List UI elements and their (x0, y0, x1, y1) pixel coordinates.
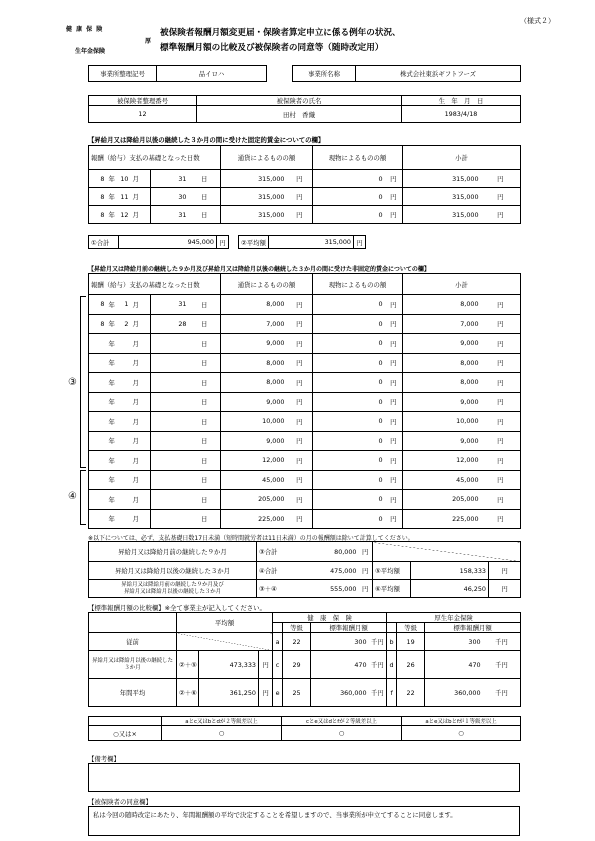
office-code-value: 品イロハ (157, 66, 267, 82)
fixed-total-table: ①合計 945,000 円 ②平均額 315,000 円 (88, 235, 366, 249)
judge-v3: ○ (402, 726, 521, 741)
table-row: 8 年 11 月 30 日 315,000 円 0 円 315,000 円 (89, 188, 521, 206)
std-header: 標準報酬月額 (311, 623, 387, 633)
nonfixed-wage-heading: 【昇給月又は降給月前の継続した９か月及び昇給月又は降給月以後の継続した３か月の間に受けた非固定的賃金についての欄】 (88, 266, 430, 273)
days-header: 報酬（給与）支払の基礎となった日数 (89, 146, 221, 170)
insured-no-label: 被保険者整理番号 (89, 96, 197, 106)
table-row: 年 月 日 10,000 円 0 円 10,000 円 (89, 412, 521, 432)
summary-r2-value: 475,000 (293, 562, 359, 580)
table-row: 年 月 日 45,000 円 0 円 45,000 円 (89, 470, 521, 490)
title-line-1: 被保険者報酬月額変更届・保険者算定申立に係る例年の状況、 (160, 28, 401, 38)
grade-header: 等級 (283, 623, 311, 633)
note-text: ※以下については、必ず、支払基礎日数17日未満（短時間就労者は11日未満）の月の報酬額は除いて計算してください。 (88, 535, 414, 542)
table-row: 年 月 日 12,000 円 0 円 12,000 円 (89, 451, 521, 471)
judge-v2: ○ (282, 726, 402, 741)
kosei-header: 厚生年金保険 (387, 613, 521, 623)
insured-no-value: 12 (89, 106, 197, 123)
office-table (88, 65, 521, 82)
judge-v1: ○ (162, 726, 282, 741)
insured-birth-value: 1983/4/18 (402, 106, 521, 123)
table-row: 年 月 日 9,000 円 0 円 9,000 円 (89, 392, 521, 412)
remarks-box (88, 763, 520, 792)
table-row: 年 月 日 8,000 円 0 円 8,000 円 (89, 353, 521, 373)
summary-r3-value: 555,000 (293, 580, 359, 598)
kind-header: 現物によるものの額 (313, 274, 403, 295)
avg-5-value: 158,333 (411, 562, 489, 580)
insurer-top-label: 健 康 保 険 (66, 26, 104, 33)
avg-6-value: 46,250 (411, 580, 489, 598)
table-row: 8 年 1 月 31 日 8,000 円 0 円 8,000 円 (89, 295, 521, 315)
table-row: 年 月 日 9,000 円 0 円 9,000 円 (89, 334, 521, 354)
subtotal-header: 小計 (403, 274, 521, 295)
title-line-2: 標準報酬月額の比較及び被保険者の同意等（随時改定用） (160, 43, 384, 53)
bracket-3-label: ③ (68, 377, 77, 388)
avg-header: 平均額 (177, 613, 273, 633)
compare-row-label: 従前 (89, 633, 177, 651)
summary-r1-value: 80,000 (293, 542, 359, 562)
compare-row-label: 年間平均 (89, 679, 177, 707)
summary-table: 昇給月又は降給月前の継続した９か月 ③合計 80,000 円 昇給月又は降給月以後の継続した３か月 ④合計 475,000 円 ⑤平均額 158,333 円 昇給月又は降給月前の継続した９か月及び 昇給月又は降給月以後の継続した３か月 ③＋④ 555,000 円 ⑥平均額 46,250 円 (88, 541, 521, 598)
table-row: 昇給月又は降給月以後の継続した３か月 ②＋⑤ 473,333 円 c 29 470 千円 d 26 470 千円 (89, 651, 521, 679)
summary-r3-label-b: 昇給月又は降給月以後の継続した３か月 (123, 588, 222, 595)
summary-r2-label: 昇給月又は降給月以後の継続した３か月 (89, 562, 257, 580)
form-number: （様式２） (520, 17, 555, 25)
std-header: 標準報酬月額 (425, 623, 521, 633)
consent-text: 私は今回の随時改定にあたり、年間報酬額の平均で決定することを希望しますので、当事業所が申立てすることに同意します。 (93, 811, 457, 819)
cash-header: 通貨によるものの額 (221, 146, 313, 170)
table-row: 8 年 10 月 31 日 315,000 円 0 円 315,000 円 (89, 170, 521, 188)
consent-box (88, 806, 520, 836)
judge-table (88, 716, 521, 741)
summary-r1-label: 昇給月又は降給月前の継続した９か月 (89, 542, 257, 562)
nonfixed-wage-table (88, 273, 521, 529)
days-header: 報酬（給与）支払の基礎となった日数 (89, 274, 221, 295)
office-name-label: 事業所名称 (293, 66, 356, 82)
fixed-wage-heading: 【昇給月又は降給月以後の継続した３か月の間に受けた固定的賃金についての欄】 (88, 136, 325, 144)
subtotal-header: 小計 (403, 146, 521, 170)
fixed-wage-table (88, 145, 521, 224)
insured-name-label: 被保険者の氏名 (197, 96, 402, 106)
kenpo-header: 健 康 保 険 (273, 613, 387, 623)
judge-h1: aとc又はbとdが２等級差以上 (162, 717, 282, 726)
judge-h2: cとe又はdとfが２等級差以上 (282, 717, 402, 726)
summary-r2-tag: ④合計 (257, 562, 293, 580)
insurer-mid-label: 厚 (145, 38, 152, 45)
table-row: 年 月 日 9,000 円 0 円 9,000 円 (89, 431, 521, 451)
summary-r1-tag: ③合計 (257, 542, 293, 562)
cash-header: 通貨によるものの額 (221, 274, 313, 295)
bracket-4-label: ④ (68, 491, 77, 502)
insured-name-value: 田村 香織 (197, 106, 402, 123)
insured-birth-label: 生 年 月 日 (402, 96, 521, 106)
kind-header: 現物によるものの額 (313, 146, 403, 170)
compare-table (88, 612, 521, 707)
summary-r3-tag: ③＋④ (257, 580, 293, 598)
table-row: 年間平均 ②＋⑥ 361,250 円 e 25 360,000 千円 f 22 360,000 千円 (89, 679, 521, 707)
table-row: 年 月 日 8,000 円 0 円 8,000 円 (89, 373, 521, 393)
bracket-4 (80, 470, 86, 525)
avg-6-label: ⑥平均額 (373, 580, 411, 598)
table-row: 8 年 2 月 28 日 7,000 円 0 円 7,000 円 (89, 314, 521, 334)
office-name-value: 株式会社東浜ギフトフーズ (356, 66, 521, 82)
insured-table (88, 95, 521, 123)
table-row: 8 年 12 月 31 日 315,000 円 0 円 315,000 円 (89, 206, 521, 224)
office-code-label: 事業所整理記号 (89, 66, 157, 82)
consent-heading: 【被保険者の同意欄】 (88, 798, 152, 806)
table-row: 年 月 日 225,000 円 0 円 225,000 円 (89, 509, 521, 529)
remarks-heading: 【備考欄】 (88, 755, 120, 763)
total-1-value: 945,000 (119, 236, 217, 249)
avg-2-value: 315,000 (269, 236, 354, 249)
bracket-3 (80, 296, 86, 468)
total-1-label: ①合計 (89, 236, 119, 249)
avg-5-label: ⑤平均額 (373, 562, 411, 580)
avg-2-label: ②平均額 (239, 236, 269, 249)
summary-r3-label-a: 昇給月又は降給月前の継続した９か月及び (121, 581, 224, 588)
judge-label: ○又は× (89, 726, 162, 741)
compare-heading: 【標準報酬月額の比較欄】※全て事業主が記入してください。 (88, 604, 266, 612)
insurer-bottom-label: 生年金保険 (75, 48, 106, 55)
grade-header: 等級 (397, 623, 425, 633)
judge-h3: aとe又はbとfが１等級差以上 (402, 717, 521, 726)
table-row: 従前 a 22 300 千円 b 19 300 千円 (89, 633, 521, 651)
compare-row-label: 昇給月又は降給月以後の継続した３か月 (89, 651, 177, 679)
table-row: 年 月 日 205,000 円 0 円 205,000 円 (89, 490, 521, 510)
